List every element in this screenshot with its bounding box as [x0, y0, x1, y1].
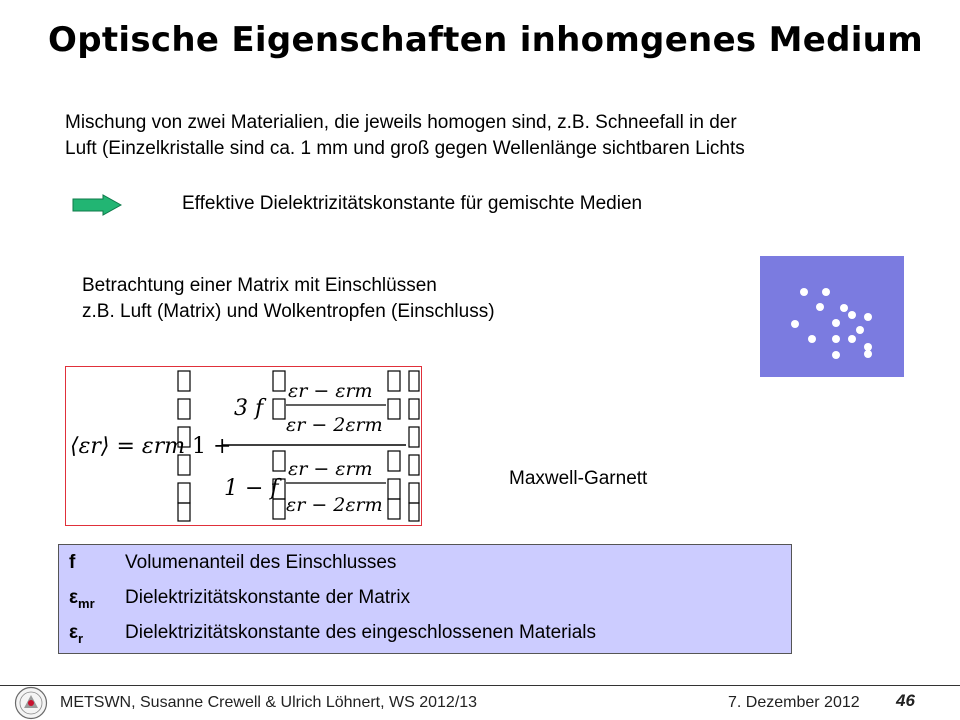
- consider-line-1: Betrachtung einer Matrix mit Einschlüssen: [82, 275, 437, 296]
- inner-den-top: εr − 2εrm: [286, 414, 383, 436]
- right-arrow-icon: [72, 194, 122, 216]
- inclusion-dot: [848, 335, 856, 343]
- intro-line-2: Luft (Einzelkristalle sind ca. 1 mm und groß gegen Wellenlänge sichtbaren Lichts: [65, 138, 745, 159]
- effective-constant-text: Effektive Dielektrizitätskonstante für gemischte Medien: [182, 193, 643, 214]
- intro-text: [65, 110, 935, 162]
- formula-one-plus: 1 +: [192, 434, 232, 459]
- university-seal-icon: [14, 686, 48, 720]
- symbol-legend: [58, 544, 792, 654]
- inclusion-dot: [864, 350, 872, 358]
- legend-symbol: f: [69, 552, 76, 573]
- consider-line-2: z.B. Luft (Matrix) und Wolkentropfen (Einschluss): [82, 301, 495, 322]
- inclusion-dot: [822, 288, 830, 296]
- intro-line-1: Mischung von zwei Materialien, die jeweils homogen sind, z.B. Schneefall in der: [65, 112, 737, 133]
- inclusion-dot: [808, 335, 816, 343]
- maxwell-garnett-formula: [65, 366, 422, 526]
- maxwell-garnett-label: Maxwell-Garnett: [509, 468, 648, 489]
- formula-lhs: ⟨εr⟩ = εrm: [70, 434, 186, 459]
- formula-num-factor: 3 f: [234, 396, 264, 421]
- page-number: 46: [896, 691, 915, 710]
- inclusion-dot: [848, 311, 856, 319]
- inclusion-dot: [816, 303, 824, 311]
- matrix-inclusion-illustration: [760, 256, 904, 377]
- inclusion-dot: [832, 335, 840, 343]
- footer-divider: [0, 685, 960, 686]
- formula-den-factor: 1 − f: [224, 476, 279, 501]
- legend-description: Dielektrizitätskonstante der Matrix: [125, 587, 411, 608]
- footer-course: METSWN, Susanne Crewell & Ulrich Löhnert, WS 2012/13: [60, 694, 478, 711]
- inclusion-dot: [840, 304, 848, 312]
- inclusion-dot: [832, 319, 840, 327]
- legend-description: Dielektrizitätskonstante des eingeschlossenen Materials: [125, 622, 597, 643]
- slide-title: Optische Eigenschaften inhomgenes Medium: [48, 20, 923, 60]
- inner-den-bottom: εr − 2εrm: [286, 494, 383, 516]
- legend-symbol: $\varepsilon_r$: [69, 622, 84, 646]
- inclusion-dot: [791, 320, 799, 328]
- inclusion-dot: [856, 326, 864, 334]
- legend-description: Volumenanteil des Einschlusses: [125, 552, 397, 573]
- footer-date: 7. Dezember 2012: [728, 694, 860, 711]
- matrix-consideration: [82, 273, 495, 325]
- inclusion-dot: [800, 288, 808, 296]
- inclusion-dot: [864, 313, 872, 321]
- formula-graphic: [66, 367, 420, 524]
- legend-symbol: $\varepsilon_{mr}$: [69, 587, 95, 611]
- inner-num-bottom: εr − εrm: [288, 458, 373, 480]
- inclusion-dot: [832, 351, 840, 359]
- inner-num-top: εr − εrm: [288, 380, 373, 402]
